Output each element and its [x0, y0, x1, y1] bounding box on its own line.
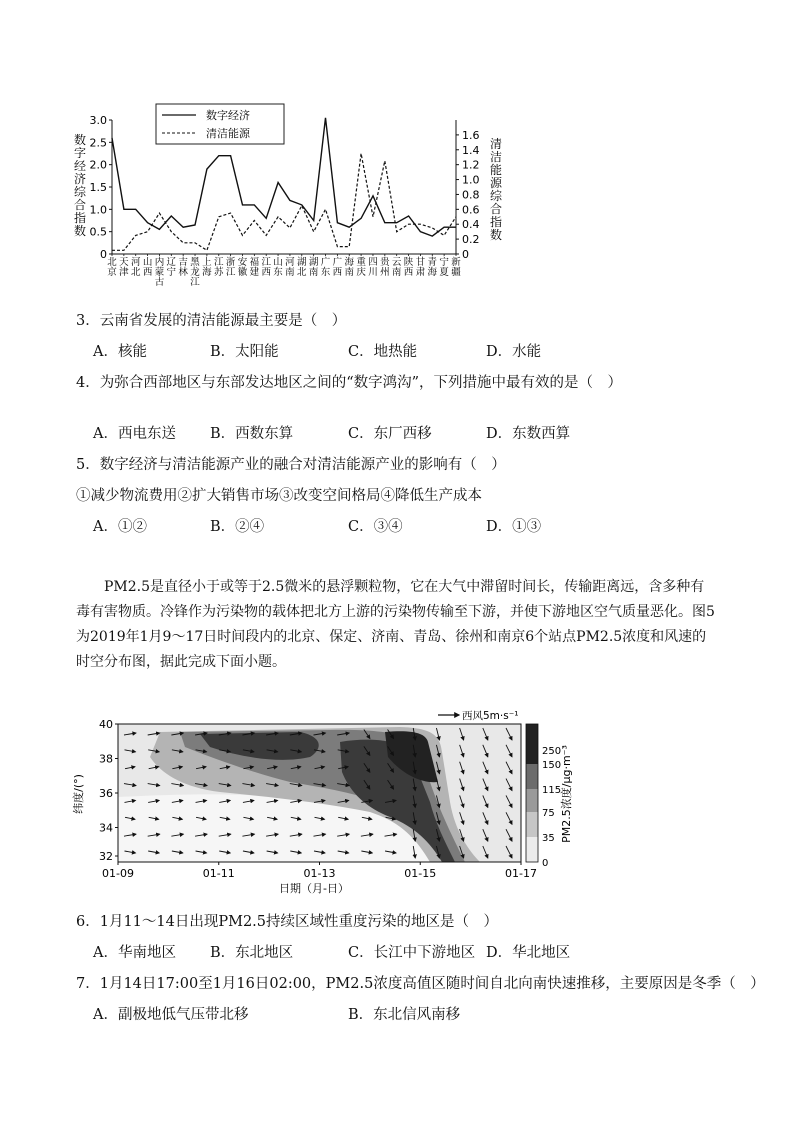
left-tick-label: 2.0: [89, 158, 107, 172]
category-label: 宁夏: [439, 257, 449, 278]
q7-option-a[interactable]: A．副极地低气压带北移: [93, 1007, 249, 1023]
right-tick-label: 0.6: [462, 203, 480, 217]
svg-text:PM2.5浓度/μg·m⁻³: PM2.5浓度/μg·m⁻³: [560, 745, 573, 843]
right-tick-label: 1.0: [462, 173, 480, 187]
colorbar-tick-label: 35: [542, 833, 555, 844]
q4-option-c[interactable]: C．东厂西移: [348, 426, 432, 442]
digital-clean-energy-chart: [70, 98, 503, 303]
wind-legend-label: 西风5m·s⁻¹: [462, 710, 519, 722]
category-label: 江苏: [214, 257, 224, 278]
right-axis-label: [490, 136, 503, 242]
left-tick-label: 0.5: [89, 225, 107, 239]
q6-option-a[interactable]: A．华南地区: [93, 945, 176, 961]
category-label: 湖北: [297, 257, 307, 278]
q7-option-b[interactable]: B．东北信风南移: [348, 1007, 461, 1023]
q6-option-c[interactable]: C．长江中下游地区: [348, 945, 476, 961]
left-axis-label: [74, 132, 87, 238]
category-label: 内蒙古: [154, 257, 165, 288]
date-ticks: [102, 862, 537, 880]
left-tick-label: 1.5: [89, 181, 107, 194]
colorbar-tick-label: 75: [542, 808, 555, 819]
date-tick-label: 01-17: [505, 867, 537, 880]
colorbar-tick-label: 150: [542, 760, 562, 771]
latitude-tick-label: 34: [99, 821, 113, 835]
category-label: 广西: [332, 257, 343, 278]
q4-option-b[interactable]: B．西数东算: [210, 426, 294, 442]
category-label: 海南: [344, 257, 354, 278]
right-tick-label: 1.2: [462, 158, 480, 172]
category-label: 新疆: [451, 257, 461, 278]
latitude-tick-label: 38: [99, 752, 113, 766]
category-label: 甘肃: [415, 257, 426, 278]
date-tick-label: 01-13: [303, 867, 336, 880]
left-ticks: [90, 114, 113, 261]
category-label: 黑龙江: [190, 257, 200, 288]
x-category-labels: [107, 254, 461, 288]
category-label: 四川: [368, 257, 378, 278]
date-tick-label: 01-11: [202, 867, 235, 880]
svg-text:数字经济综合指数: 数字经济综合指数: [73, 133, 87, 238]
colorbar-tick-label: 115: [542, 785, 562, 796]
question-5-stem: 5．数字经济与清洁能源产业的融合对清洁能源产业的影响有（ ）: [76, 457, 506, 473]
colorbar-ticks: [542, 746, 561, 869]
category-label: 山西: [142, 257, 153, 278]
right-tick-label: 0.4: [462, 218, 480, 232]
category-label: 安徽: [237, 257, 248, 278]
category-label: 上海: [202, 257, 212, 278]
colorbar-label: [559, 745, 573, 843]
date-tick-label: 01-09: [102, 867, 134, 880]
q3-option-b[interactable]: B．太阳能: [210, 344, 279, 360]
q4-option-a[interactable]: A．西电东送: [93, 426, 176, 442]
concentration-field: [118, 724, 521, 862]
q5-option-b[interactable]: B．②④: [210, 519, 265, 535]
q5-option-a[interactable]: A．①②: [93, 519, 147, 535]
category-label: 青海: [427, 257, 438, 278]
question-3-stem: 3．云南省发展的清洁能源最主要是（ ）: [76, 313, 347, 329]
category-label: 江西: [261, 257, 271, 278]
q3-option-c[interactable]: C．地热能: [348, 344, 418, 360]
right-tick-label: 0.2: [462, 233, 480, 247]
legend-label-digital: 数字经济: [206, 109, 250, 122]
category-label: 重庆: [356, 257, 366, 278]
right-ticks: [456, 129, 480, 261]
latitude-tick-label: 40: [99, 718, 113, 731]
legend-label-clean: 清洁能源: [206, 127, 250, 140]
latitude-tick-label: 32: [99, 850, 113, 863]
q3-option-a[interactable]: A．核能: [93, 344, 147, 360]
category-label: 贵州: [380, 257, 390, 278]
category-label: 辽宁: [166, 257, 177, 278]
right-tick-label: 0.8: [462, 188, 480, 202]
right-tick-label: 0: [462, 248, 469, 261]
category-label: 云南: [391, 257, 402, 278]
pm25-wind-chart: [70, 702, 580, 897]
right-tick-label: 1.4: [462, 143, 480, 157]
question-5-items: ①减少物流费用②扩大销售市场③改变空间格局④降低生产成本: [76, 488, 482, 504]
svg-text:清洁能源综合指数: 清洁能源综合指数: [489, 137, 503, 242]
q5-option-d[interactable]: D．①③: [486, 519, 542, 535]
latitude-ticks: [99, 718, 118, 863]
latitude-tick-label: 36: [99, 787, 113, 800]
category-label: 河南: [285, 257, 295, 278]
question-6-stem: 6．1月11～14日出现PM2.5持续区域性重度污染的地区是（ ）: [76, 914, 499, 930]
colorbar-tick-label: 250: [542, 746, 562, 757]
left-tick-label: 0: [100, 248, 107, 261]
date-axis-label: 日期（月-日）: [279, 882, 349, 895]
latitude-axis-label: [71, 774, 85, 814]
category-label: 北京: [107, 257, 117, 278]
series-clean-line: [112, 154, 456, 251]
category-label: 广东: [320, 257, 331, 278]
svg-text:纬度/(°): 纬度/(°): [72, 774, 85, 814]
q6-option-b[interactable]: B．东北地区: [210, 945, 294, 961]
category-label: 福建: [249, 257, 260, 278]
left-tick-label: 1.0: [89, 203, 107, 217]
left-tick-label: 2.5: [89, 136, 107, 150]
colorbar: [526, 724, 538, 862]
category-label: 天津: [119, 257, 129, 278]
date-tick-label: 01-15: [404, 867, 437, 880]
right-tick-label: 1.6: [462, 128, 480, 142]
pm25-passage: PM2.5是直径小于或等于2.5微米的悬浮颗粒物，它在大气中滞留时间长，传输距离远，含多种有毒有害物质。冷锋作为污染物的载体把北方上游的污染物传输至下游，并使下游地区空气质量恶化。图5为2019年1月9～17日时间段内的北京、保定、济南、青岛、徐州和南京6个站点PM2.5浓度和风速的时空分布图，据此完成下面小题。: [76, 579, 715, 670]
question-4-stem: 4．为弥合西部地区与东部发达地区之间的“数字鸿沟”，下列措施中最有效的是（ ）: [76, 375, 623, 391]
q4-option-d[interactable]: D．东数西算: [486, 426, 571, 442]
q6-option-d[interactable]: D．华北地区: [486, 945, 571, 961]
category-label: 河北: [130, 257, 141, 278]
colorbar-tick-label: 0: [542, 858, 549, 869]
q3-option-d[interactable]: D．水能: [486, 344, 542, 360]
question-7-stem: 7．1月14日17:00至1月16日02:00，PM2.5浓度高值区随时间自北向南快速推移，主要原因是冬季（ ）: [76, 976, 765, 992]
category-label: 陕西: [403, 257, 414, 278]
left-tick-label: 3.0: [89, 114, 107, 127]
q5-option-c[interactable]: C．③④: [348, 519, 403, 535]
category-label: 山东: [273, 257, 283, 278]
category-label: 浙江: [225, 257, 236, 278]
category-label: 湖南: [308, 257, 319, 278]
category-label: 吉林: [178, 257, 188, 278]
